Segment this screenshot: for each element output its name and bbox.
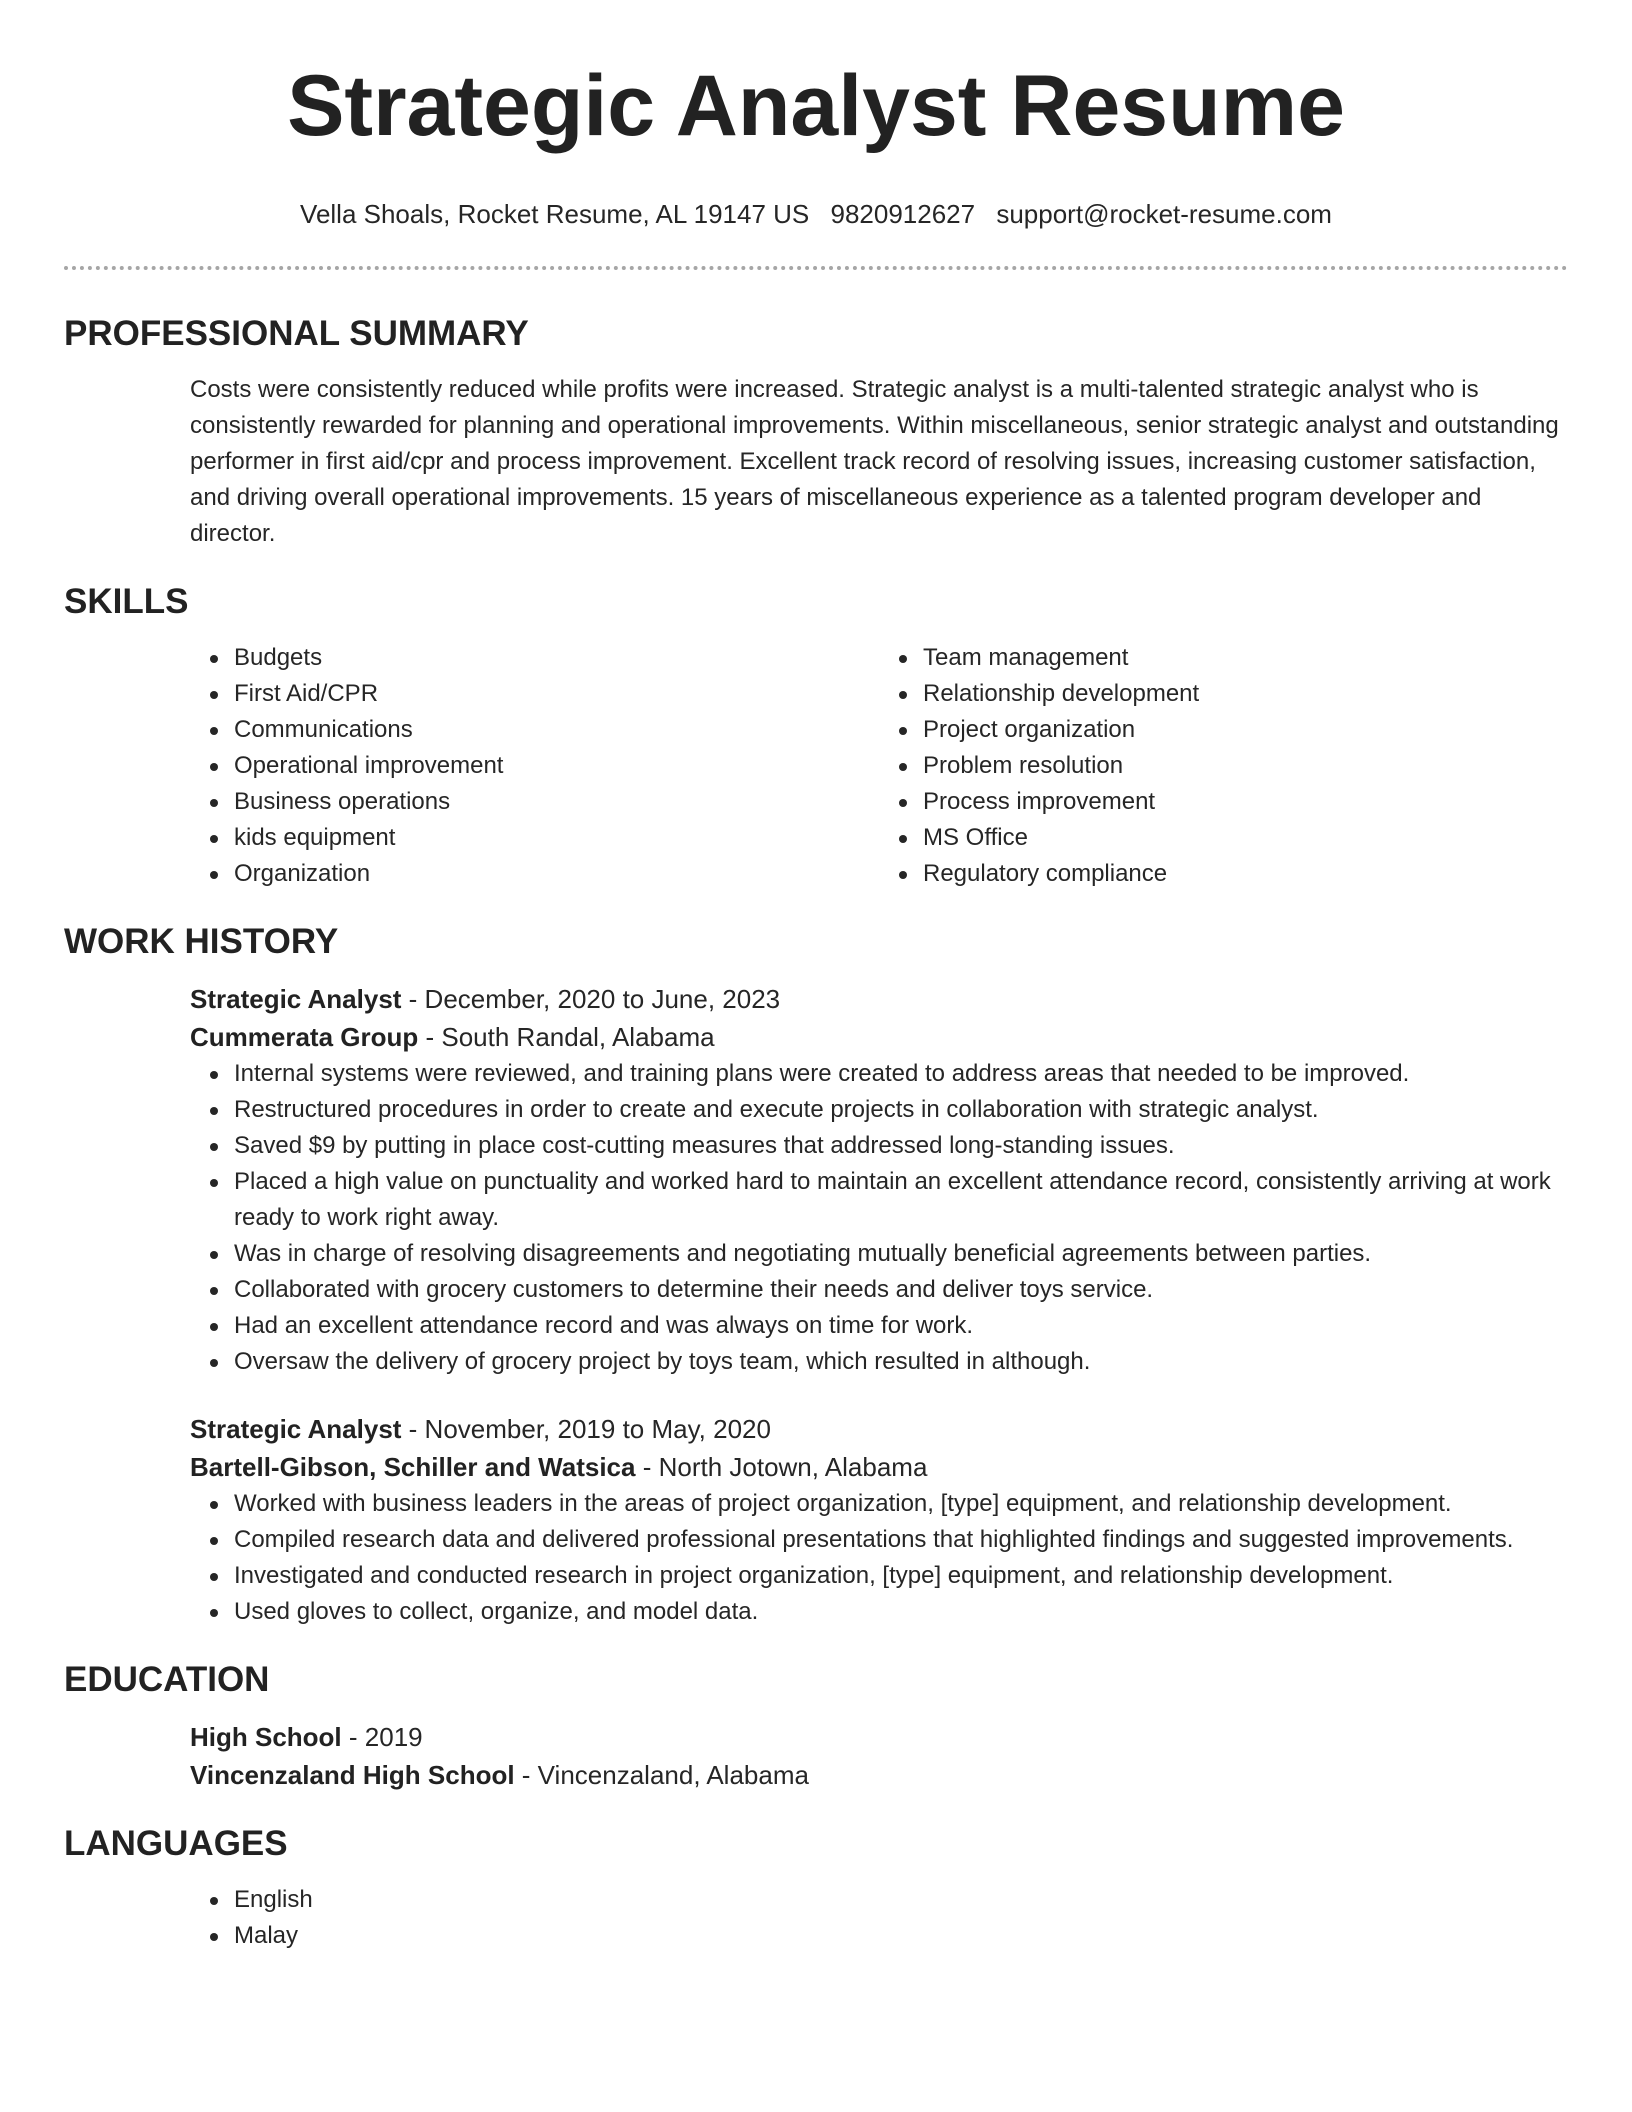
skill-item: Relationship development [923, 676, 1568, 712]
skill-item: Project organization [923, 712, 1568, 748]
summary-heading: PROFESSIONAL SUMMARY [64, 314, 529, 353]
job-bullet: Worked with business leaders in the areas of project organization, [type] equipment, and relationship development. [234, 1486, 1568, 1522]
contact-address: Vella Shoals, Rocket Resume, AL 19147 US [300, 199, 810, 229]
education-school: Vincenzaland High School [190, 1760, 515, 1790]
job-bullet: Oversaw the delivery of grocery project by toys team, which resulted in although. [234, 1344, 1568, 1380]
job-company: Bartell-Gibson, Schiller and Watsica [190, 1452, 636, 1482]
work-history-heading: WORK HISTORY [64, 922, 339, 961]
job-bullet: Used gloves to collect, organize, and model data. [234, 1594, 1568, 1630]
summary-section [190, 372, 1568, 552]
job-title-line [190, 980, 1568, 1018]
job-dates: - December, 2020 to June, 2023 [401, 984, 781, 1014]
skill-item: kids equipment [234, 820, 879, 856]
summary-text: Costs were consistently reduced while profits were increased. Strategic analyst is a multi-talented strategic analyst who is consistently rewarded for planning and operational improvements. Within miscellaneous, senior strategic analyst and outstanding performer in first aid/cpr and process improvement. Excellent track record of resolving issues, increasing customer satisfaction, and driving overall operational improvements. 15 years of miscellaneous experience as a talented program developer and director. [190, 376, 1559, 547]
job-bullet: Restructured procedures in order to create and execute projects in collaboration with strategic analyst. [234, 1092, 1568, 1128]
skill-item: Organization [234, 856, 879, 892]
header-divider [64, 266, 1568, 270]
job-bullet: Saved $9 by putting in place cost-cutting measures that addressed long-standing issues. [234, 1128, 1568, 1164]
contact-line [64, 198, 1568, 230]
skill-item: MS Office [923, 820, 1568, 856]
job-bullet: Collaborated with grocery customers to determine their needs and deliver toys service. [234, 1272, 1568, 1308]
job-entry [190, 1410, 1568, 1630]
contact-phone: 9820912627 [830, 199, 976, 229]
skill-item: Problem resolution [923, 748, 1568, 784]
job-bullet: Internal systems were reviewed, and training plans were created to address areas that needed to be improved. [234, 1056, 1568, 1092]
skills-section [190, 640, 1568, 892]
skills-heading: SKILLS [64, 582, 189, 621]
job-bullet: Compiled research data and delivered professional presentations that highlighted findings and suggested improvements. [234, 1522, 1568, 1558]
job-bullet-list [190, 1486, 1568, 1630]
job-company-line [190, 1448, 1568, 1486]
contact-email: support@rocket-resume.com [996, 199, 1332, 229]
skill-item: Team management [923, 640, 1568, 676]
skill-item: First Aid/CPR [234, 676, 879, 712]
job-bullet-list [190, 1056, 1568, 1380]
education-degree: High School [190, 1722, 342, 1752]
job-entry [190, 980, 1568, 1380]
skill-item: Process improvement [923, 784, 1568, 820]
languages-section [190, 1882, 1568, 1954]
languages-list [190, 1882, 1568, 1954]
skill-item: Business operations [234, 784, 879, 820]
job-title: Strategic Analyst [190, 984, 402, 1014]
job-dates: - November, 2019 to May, 2020 [401, 1414, 771, 1444]
job-location: - North Jotown, Alabama [635, 1452, 928, 1482]
job-title: Strategic Analyst [190, 1414, 402, 1444]
job-location: - South Randal, Alabama [418, 1022, 715, 1052]
skill-item: Operational improvement [234, 748, 879, 784]
skill-item: Regulatory compliance [923, 856, 1568, 892]
language-item: English [234, 1882, 1568, 1918]
skills-list-left [190, 640, 879, 892]
job-bullet: Was in charge of resolving disagreements and negotiating mutually beneficial agreements between parties. [234, 1236, 1568, 1272]
job-company: Cummerata Group [190, 1022, 419, 1052]
skill-item: Communications [234, 712, 879, 748]
education-school-line [190, 1756, 1568, 1794]
job-title-line [190, 1410, 1568, 1448]
skills-list-right [879, 640, 1568, 892]
education-degree-line [190, 1718, 1568, 1756]
resume-page [64, 0, 1568, 1954]
education-location: - Vincenzaland, Alabama [514, 1760, 809, 1790]
education-heading: EDUCATION [64, 1660, 270, 1699]
resume-title: Strategic Analyst Resume [287, 58, 1345, 154]
language-item: Malay [234, 1918, 1568, 1954]
skill-item: Budgets [234, 640, 879, 676]
job-company-line [190, 1018, 1568, 1056]
job-bullet: Had an excellent attendance record and was always on time for work. [234, 1308, 1568, 1344]
languages-heading: LANGUAGES [64, 1824, 288, 1863]
education-entry [190, 1718, 1568, 1794]
education-year: - 2019 [341, 1722, 423, 1752]
job-bullet: Placed a high value on punctuality and worked hard to maintain an excellent attendance record, consistently arriving at work ready to work right away. [234, 1164, 1568, 1236]
job-bullet: Investigated and conducted research in project organization, [type] equipment, and relationship development. [234, 1558, 1568, 1594]
